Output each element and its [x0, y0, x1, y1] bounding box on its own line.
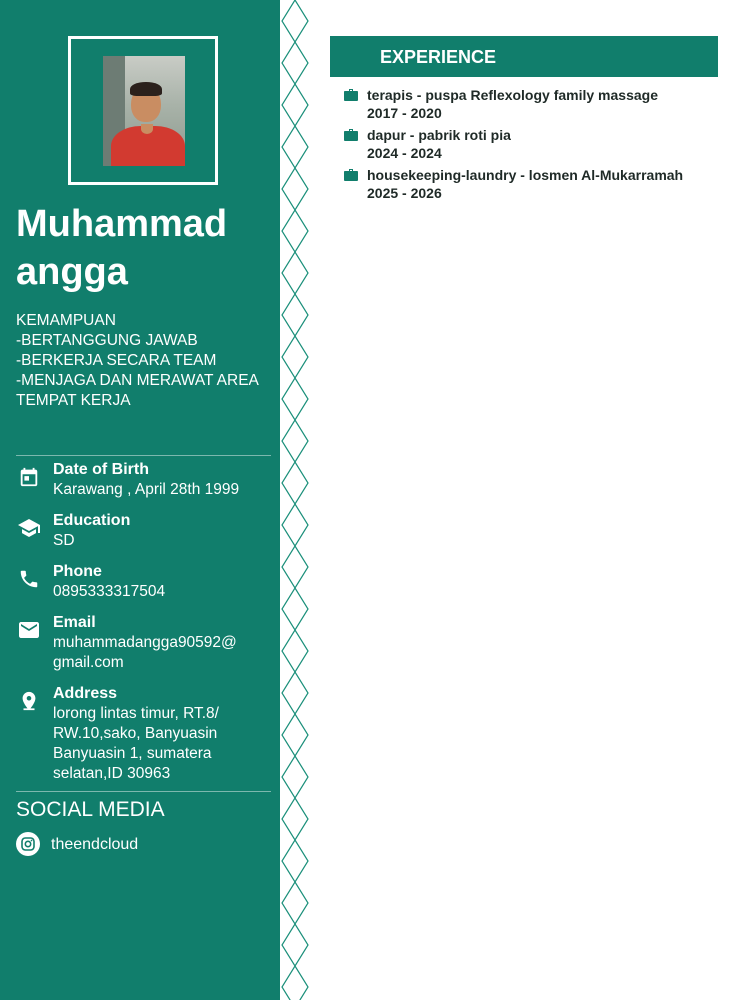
- experience-list: [344, 86, 734, 206]
- skills-text: KEMAMPUAN -BERTANGGUNG JAWAB -BERKERJA SECARA TEAM -MENJAGA DAN MERAWAT AREA TEMPAT KERJA: [16, 312, 259, 409]
- location-pin-icon: [16, 688, 42, 714]
- social-media-title: SOCIAL MEDIA: [16, 798, 165, 821]
- envelope-icon: [16, 617, 42, 643]
- email-label: Email: [53, 614, 96, 631]
- briefcase-icon: [344, 169, 358, 181]
- experience-years: 2017 - 2020: [367, 105, 442, 121]
- experience-role: terapis - puspa Reflexology family massage: [367, 87, 658, 103]
- phone-value: 0895333317504: [53, 583, 166, 600]
- divider: [16, 455, 271, 456]
- education-label: Education: [53, 512, 131, 529]
- birth-label: Date of Birth: [53, 461, 149, 478]
- profile-photo-frame: [68, 36, 218, 185]
- experience-item: [344, 86, 734, 126]
- experience-years: 2024 - 2024: [367, 145, 442, 161]
- birth-value: Karawang , April 28th 1999: [53, 481, 240, 498]
- experience-item: [344, 166, 734, 206]
- diamond-lattice-border: [280, 0, 310, 1000]
- instagram-icon: [16, 832, 40, 856]
- address-label: Address: [53, 685, 118, 702]
- divider: [16, 791, 271, 792]
- sidebar: [0, 0, 280, 1000]
- experience-header: [330, 36, 718, 77]
- experience-role: housekeeping-laundry - losmen Al-Mukarramah: [367, 167, 684, 183]
- briefcase-icon: [344, 89, 358, 101]
- email-value: muhammadangga90592@ gmail.com: [53, 634, 237, 671]
- profile-photo: [103, 56, 185, 166]
- education-value: SD: [53, 532, 75, 549]
- graduation-cap-icon: [16, 515, 42, 541]
- instagram-handle[interactable]: theendcloud: [51, 836, 139, 853]
- phone-icon: [16, 566, 42, 592]
- experience-role: dapur - pabrik roti pia: [367, 127, 511, 143]
- social-instagram[interactable]: [16, 831, 266, 857]
- experience-title: EXPERIENCE: [380, 47, 497, 67]
- address-value: lorong lintas timur, RT.8/ RW.10,sako, Banyuasin Banyuasin 1, sumatera selatan,ID 30963: [53, 705, 219, 782]
- experience-item: [344, 126, 734, 166]
- experience-years: 2025 - 2026: [367, 185, 442, 201]
- profile-name: Muhammad angga: [16, 203, 228, 293]
- briefcase-icon: [344, 129, 358, 141]
- calendar-icon: [16, 464, 42, 490]
- phone-label: Phone: [53, 563, 102, 580]
